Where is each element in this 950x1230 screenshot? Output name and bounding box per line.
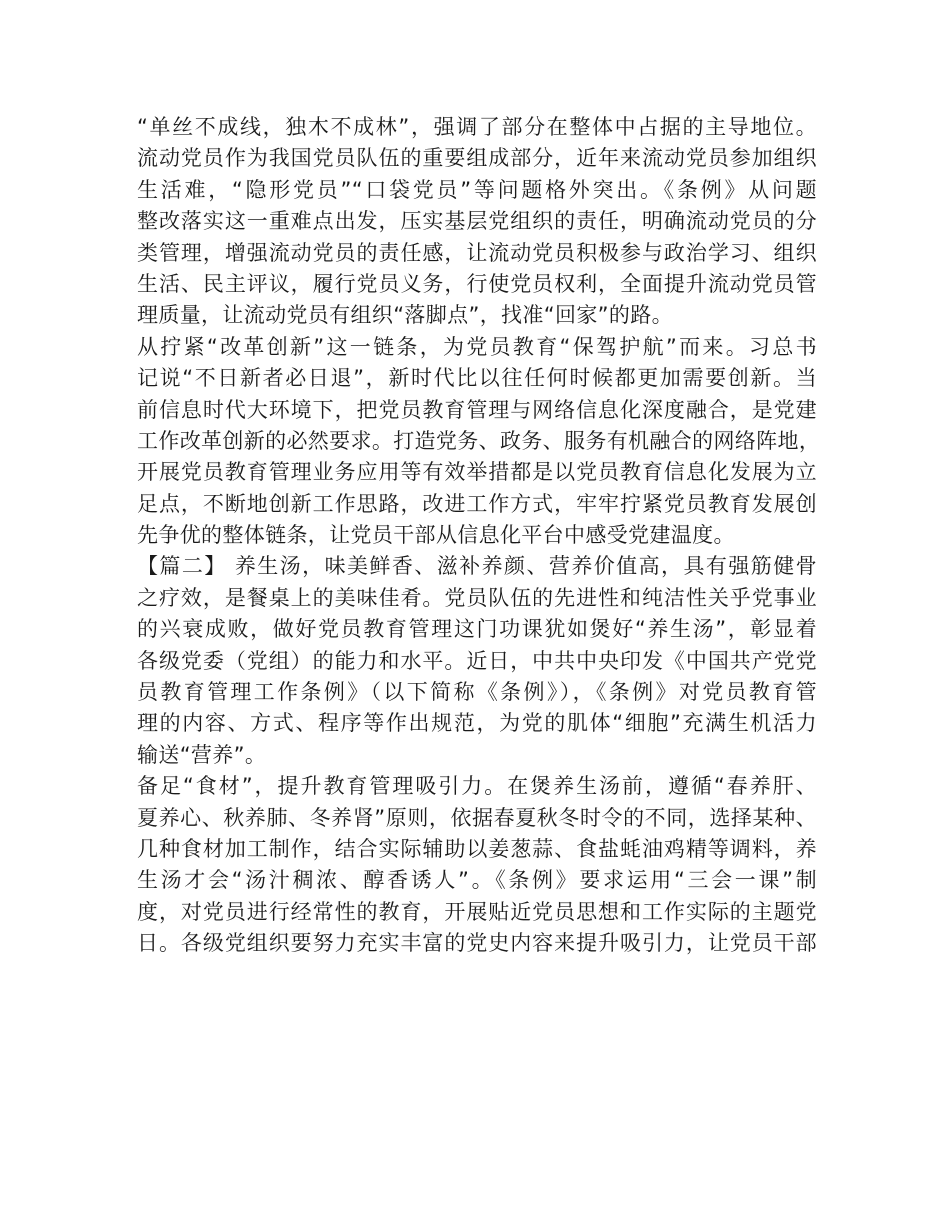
text-line: 输送“营养”。 <box>137 742 267 767</box>
text-line: 足点，不断地创新工作思路，改进工作方式，牢牢拧紧党员教育发展创 <box>137 491 817 516</box>
text-line: 各级党委（党组）的能力和水平。近日，中共中央印发《中国共产党党 <box>137 648 817 673</box>
text-line: 整改落实这一重难点出发，压实基层党组织的责任，明确流动党员的分 <box>137 209 817 234</box>
text-line: 生汤才会“汤汁稠浓、醇香诱人”。《条例》要求运用“三会一课”制 <box>137 868 817 893</box>
text-line: 度，对党员进行经常性的教育，开展贴近党员思想和工作实际的主题党 <box>137 899 817 924</box>
text-line: 夏养心、秋养肺、冬养肾”原则，依据春夏秋冬时令的不同，选择某种、 <box>137 805 817 830</box>
text-line: 前信息时代大环境下，把党员教育管理与网络信息化深度融合，是党建 <box>137 397 817 422</box>
document-body <box>137 112 821 960</box>
text-line: 流动党员作为我国党员队伍的重要组成部分，近年来流动党员参加组织 <box>137 146 817 171</box>
text-line: 备足“食材”，提升教育管理吸引力。在煲养生汤前，遵循“春养肝、 <box>137 774 817 799</box>
text-line: “单丝不成线，独木不成林”，强调了部分在整体中占据的主导地位。 <box>137 115 817 139</box>
text-line: 几种食材加工制作，结合实际辅助以姜葱蒜、食盐蚝油鸡精等调料，养 <box>137 836 817 861</box>
text-line: 生活难，“隐形党员”“口袋党员”等问题格外突出。《条例》从问题 <box>137 177 817 202</box>
text-line: 理的内容、方式、程序等作出规范，为党的肌体“细胞”充满生机活力 <box>137 711 817 736</box>
text-line: 之疗效，是餐桌上的美味佳肴。党员队伍的先进性和纯洁性关乎党事业 <box>137 585 817 610</box>
text-line: 工作改革创新的必然要求。打造党务、政务、服务有机融合的网络阵地， <box>137 428 821 453</box>
text-line: 理质量，让流动党员有组织“落脚点”，找准“回家”的路。 <box>137 303 673 328</box>
text-line: 【篇二】 养生汤，味美鲜香、滋补养颜、营养价值高，具有强筋健骨 <box>137 554 817 579</box>
text-line: 从拧紧“改革创新”这一链条，为党员教育“保驾护航”而来。习总书 <box>137 334 817 359</box>
text-line: 类管理，增强流动党员的责任感，让流动党员积极参与政治学习、组织 <box>137 240 817 265</box>
text-line: 开展党员教育管理业务应用等有效举措都是以党员教育信息化发展为立 <box>137 460 817 485</box>
text-line: 记说“不日新者必日退”，新时代比以往任何时候都更加需要创新。当 <box>137 366 817 391</box>
text-line: 日。各级党组织要努力充实丰富的党史内容来提升吸引力，让党员干部 <box>137 931 817 956</box>
text-line: 先争优的整体链条，让党员干部从信息化平台中感受党建温度。 <box>137 523 735 548</box>
text-line: 的兴衰成败，做好党员教育管理这门功课犹如煲好“养生汤”，彰显着 <box>137 617 817 642</box>
text-line: 员教育管理工作条例》（以下简称《条例》），《条例》对党员教育管 <box>137 680 817 705</box>
text-line: 生活、民主评议，履行党员义务，行使党员权利，全面提升流动党员管 <box>137 271 817 296</box>
